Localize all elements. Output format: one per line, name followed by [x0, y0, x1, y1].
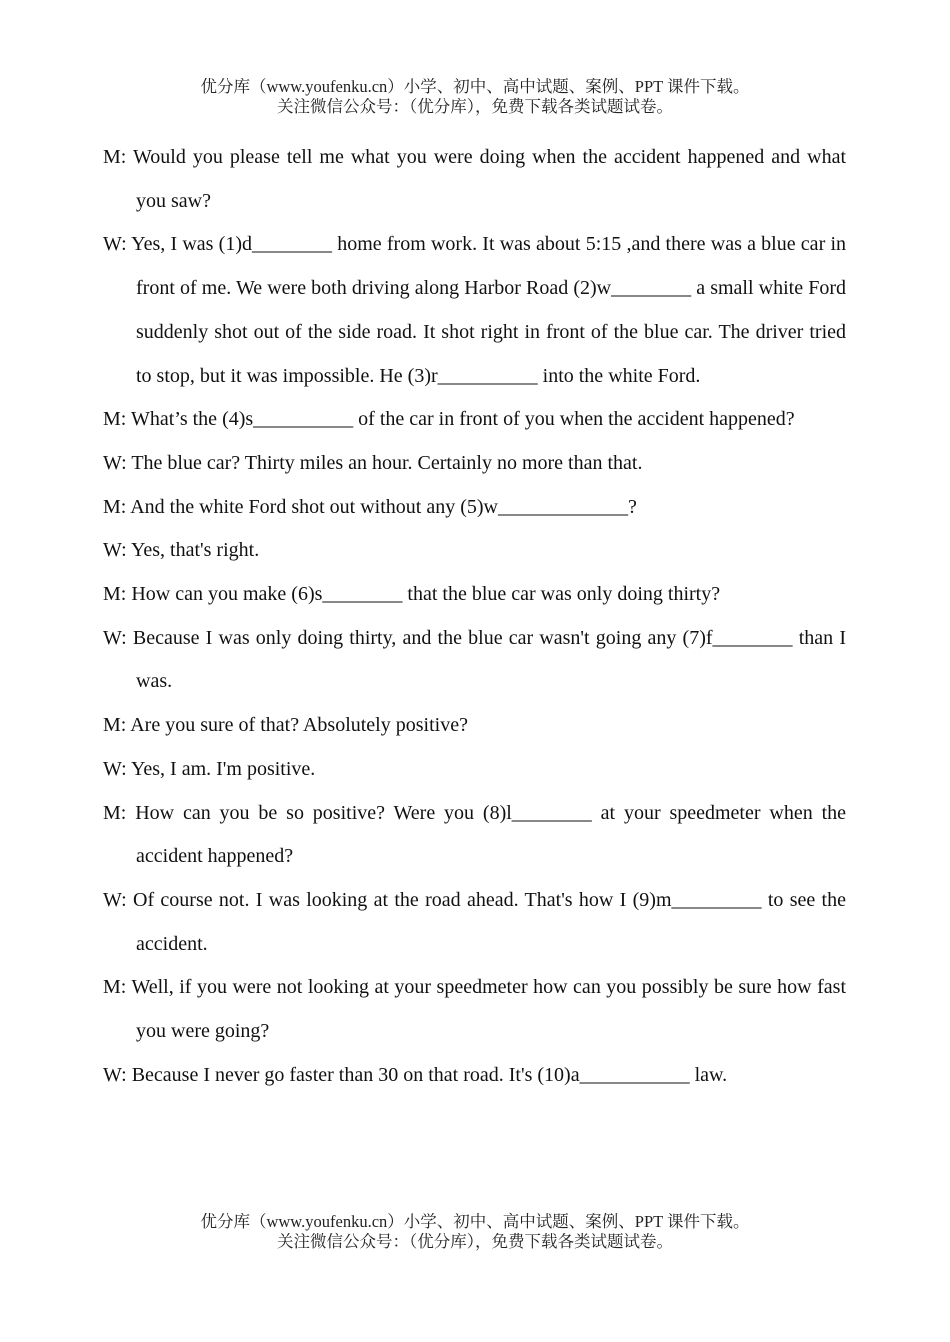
- page-header: [0, 77, 950, 117]
- dialogue-turn: W: Yes, I was (1)d________ home from work. It was about 5:15 ,and there was a blue car in front of me. We were both driving along Harbor Road (2)w________ a small white Ford suddenly shot out of the side road. It shot right in front of the blue car. The driver tried to stop, but it was impossible. He (3)r__________ into the white Ford.: [103, 233, 846, 387]
- dialogue-turn: M: What’s the (4)s__________ of the car in front of you when the accident happened?: [103, 408, 795, 431]
- page-footer: [0, 1212, 950, 1252]
- dialogue-turn: M: Are you sure of that? Absolutely positive?: [103, 714, 468, 737]
- dialogue-turn: M: Would you please tell me what you were doing when the accident happened and what you saw?: [103, 146, 846, 212]
- dialogue-turn: W: Because I was only doing thirty, and the blue car wasn't going any (7)f________ than I was.: [103, 626, 846, 693]
- dialogue-turn: W: Because I never go faster than 30 on that road. It's (10)a___________ law.: [103, 1063, 728, 1086]
- dialogue-turn: W: Of course not. I was looking at the road ahead. That's how I (9)m_________ to see the accident.: [103, 888, 846, 955]
- dialogue-turn: W: The blue car? Thirty miles an hour. Certainly no more than that.: [103, 451, 643, 474]
- dialogue-turn: M: Well, if you were not looking at your speedmeter how can you possibly be sure how fast you were going?: [103, 976, 846, 1043]
- footer-line-2: 关注微信公众号：（优分库），免费下载各类试题试卷。: [277, 1232, 673, 1251]
- dialogue-turn: W: Yes, I am. I'm positive.: [103, 757, 316, 780]
- footer-line-1: 优分库（www.youfenku.cn）小学、初中、高中试题、案例、PPT 课件下载。: [200, 1212, 750, 1231]
- header-line-1: 优分库（www.youfenku.cn）小学、初中、高中试题、案例、PPT 课件下载。: [200, 77, 750, 96]
- dialogue-turn: M: How can you make (6)s________ that the blue car was only doing thirty?: [103, 583, 721, 606]
- header-line-2: 关注微信公众号：（优分库），免费下载各类试题试卷。: [277, 97, 673, 116]
- dialogue-turn: M: How can you be so positive? Were you (8)l________ at your speedmeter when the accident happened?: [103, 801, 846, 868]
- dialogue-turn: W: Yes, that's right.: [103, 539, 260, 562]
- dialogue: [103, 136, 846, 1097]
- dialogue-turn: M: And the white Ford shot out without any (5)w_____________?: [103, 495, 637, 518]
